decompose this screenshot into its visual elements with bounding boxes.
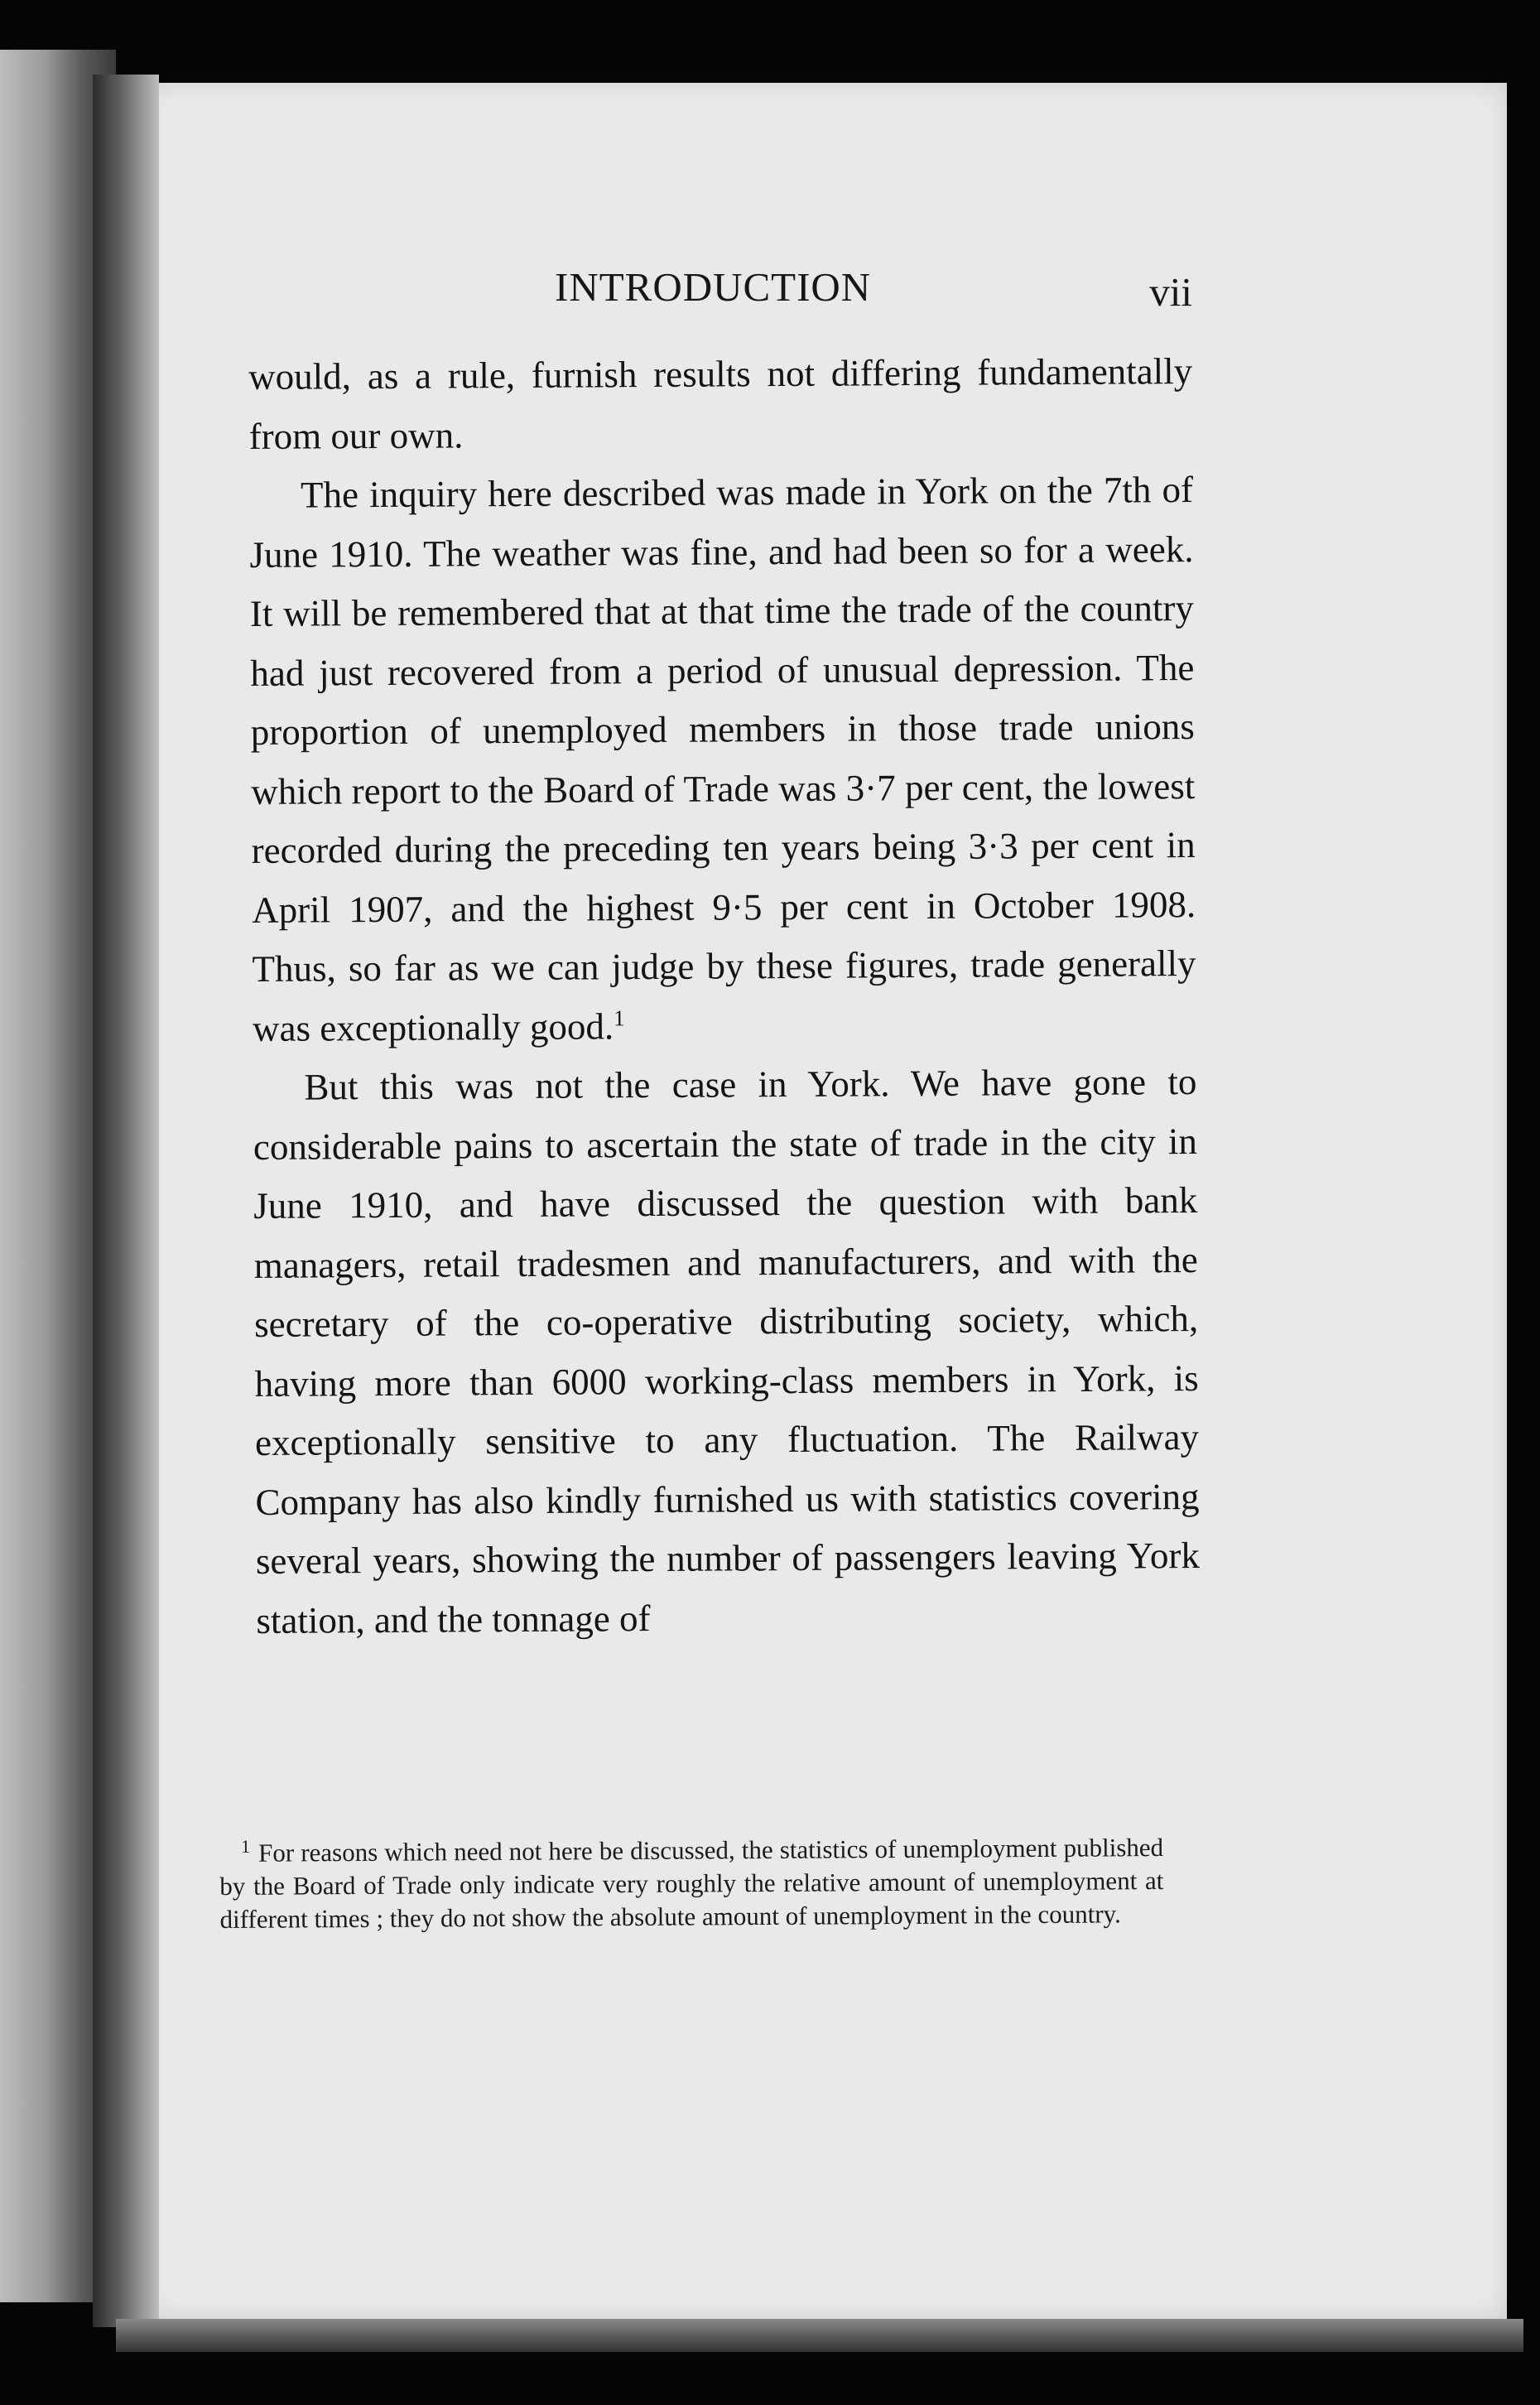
footnote (219, 1831, 1164, 1936)
book-gutter-shadow (93, 75, 159, 2327)
page-header (555, 263, 1192, 321)
bottom-page-edge (116, 2319, 1523, 2352)
body-text (248, 342, 1201, 1651)
footnote-text: For reasons which need not here be discussed, the statistics of unemployment published by the Board of Trade only indicate very roughly the relative amount of unemployment at different times ; they do not show the absolute amount of unemployment in the country. (219, 1833, 1164, 1934)
paragraph-inquiry (249, 460, 1196, 1058)
page-number: vii (1149, 269, 1192, 315)
footnote-reference: 1 (613, 1005, 625, 1030)
paragraph-inquiry-text: The inquiry here described was made in York on the 7th of June 1910. The weather was fine, and had been so for a week. It will be remembered that at that time the trade of the country had just recovered from a period of unusual depression. The proportion of unemployed members in those trade unions which report to the Board of Trade was 3·7 per cent, the lowest recorded during the preceding ten years being 3·3 per cent in April 1907, and the highest 9·5 per cent in October 1908. Thus, so far as we can judge by these figures, trade generally was exceptionally good. (249, 469, 1196, 1049)
running-title: INTRODUCTION (555, 264, 872, 310)
paragraph-york-trade: But this was not the case in York. We have gone to considerable pains to ascertain the state of trade in the city in June 1910, and have discussed the question with bank managers, retail tradesmen and manufacturers, and with the secretary of the co-operative distributing society, which, having more than 6000 working-class members in York, is exceptionally sensitive to any fluctuation. The Railway Company has also kindly furnished us with statistics covering several years, showing the number of passengers leaving York station, and the tonnage of (253, 1061, 1201, 1641)
footnote-number: 1 (240, 1835, 251, 1857)
paragraph-continued: would, as a rule, furnish results not differing fundamentally from our own. (248, 350, 1193, 457)
